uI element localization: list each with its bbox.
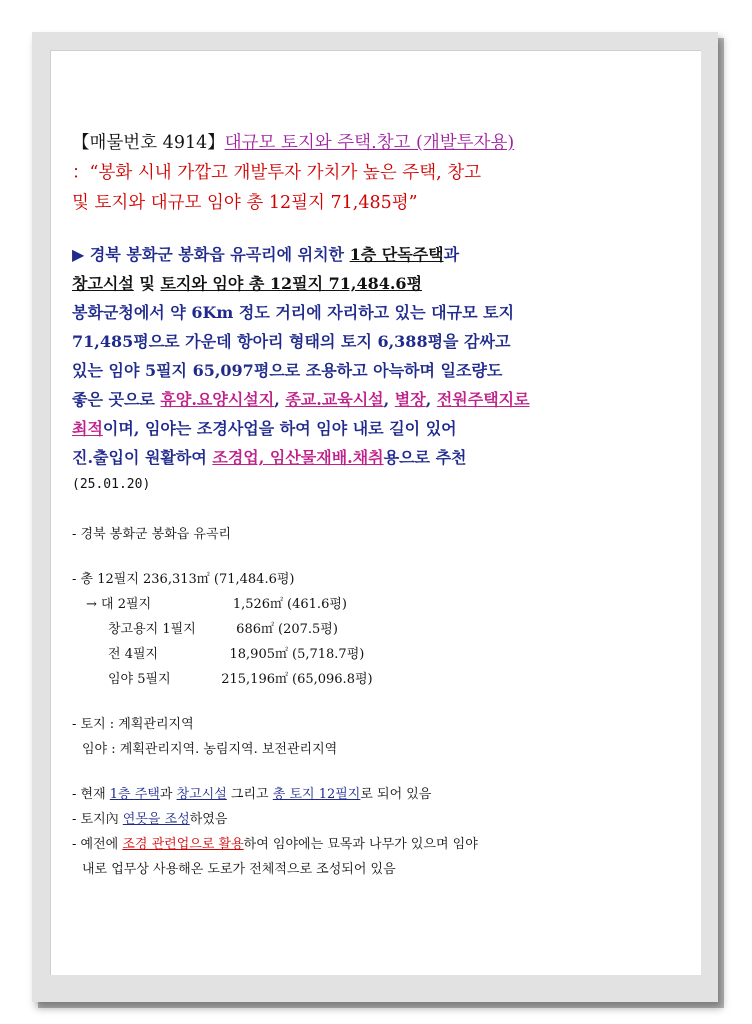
- parcel-name: 전 4필지: [108, 647, 159, 662]
- status-highlight: 연못을 조성: [122, 812, 190, 827]
- summary-highlight: 별장: [394, 390, 426, 409]
- summary-highlight: 창고시설: [72, 274, 134, 293]
- status-text: 하여 임야에는 묘목과 나무가 있으며 임야: [243, 837, 478, 852]
- parcel-pyeong: (461.6평): [287, 597, 347, 612]
- spacer: [72, 218, 662, 240]
- status-text: - 예전에: [72, 837, 123, 852]
- summary-line-6: [72, 385, 662, 414]
- spacer: [72, 547, 662, 567]
- listing-tagline-1: ：“봉화 시내 가깝고 개발투자 가치가 높은 주택, 창고: [72, 163, 482, 183]
- listing-tagline-2: 및 토지와 대규모 임야 총 12필지 71,485평”: [72, 193, 418, 213]
- spacer: [72, 762, 662, 782]
- summary-highlight: 종교.교육시설: [285, 390, 384, 409]
- status-highlight: 조경 관련업으로 활용: [122, 837, 244, 852]
- parcel-name: 창고용지 1필지: [108, 622, 196, 637]
- parcel-pyeong: (207.5평): [278, 622, 338, 637]
- summary-text: 및: [133, 274, 161, 293]
- parcel-name: 임야 5필지: [108, 672, 171, 687]
- zoning-forest: 임야 : 계획관리지역. 농림지역. 보전관리지역: [82, 742, 338, 757]
- status-highlight: 총 토지 12필지: [272, 787, 361, 802]
- summary-line-2: [72, 269, 662, 298]
- listing-header: [72, 128, 662, 158]
- summary-line-5: 있는 임야 5필지 65,097평으로 조용하고 아늑하며 일조량도: [72, 361, 503, 380]
- parcel-row: [72, 642, 662, 667]
- summary-line-7: [72, 414, 662, 443]
- summary-text: ,: [274, 390, 286, 409]
- summary-line-3: 봉화군청에서 약 6Km 정도 거리에 자리하고 있는 대규모 토지: [72, 303, 515, 322]
- location-line: - 경북 봉화군 봉화읍 유곡리: [72, 527, 232, 542]
- summary-line-4: 71,485평으로 가운데 항아리 형태의 토지 6,388평을 감싸고: [72, 332, 511, 351]
- status-text: - 현재: [72, 787, 110, 802]
- summary-highlight: 조경업, 임산물재배.채취: [212, 448, 384, 467]
- summary-highlight: 전원주택지로: [436, 390, 530, 409]
- summary-text: 이며, 임야는 조경사업을 하여 임야 내로 길이 있어: [102, 419, 457, 438]
- status-highlight: 창고시설: [176, 787, 227, 802]
- status-text: - 토지內: [72, 812, 123, 827]
- listing-headline: 대규모 토지와 주택.창고 (개발투자용): [224, 133, 515, 153]
- status-text: 과: [159, 787, 177, 802]
- parcel-pyeong: (65,096.8평): [292, 672, 373, 687]
- summary-text: ,: [383, 390, 395, 409]
- arrow-icon: →: [86, 597, 97, 612]
- parcel-area: 18,905㎡: [229, 647, 288, 662]
- summary-date: (25.01.20): [72, 477, 151, 492]
- spacer: [72, 498, 662, 522]
- parcel-area: 215,196㎡: [221, 672, 288, 687]
- status-line-1: [72, 782, 662, 807]
- status-text: 로 되어 있음: [360, 787, 432, 802]
- summary-text: 진.출입이 원활하여: [72, 448, 213, 467]
- zoning-land: - 토지 : 계획관리지역: [72, 717, 194, 732]
- status-line-3: [72, 832, 662, 857]
- status-text: 하였음: [189, 812, 228, 827]
- status-highlight: 1층 주택: [109, 787, 160, 802]
- summary-highlight: 토지와 임야 총 12필지 71,484.6평: [160, 274, 423, 293]
- listing-number: 【매물번호 4914】: [72, 133, 225, 153]
- summary-text: ▶ 경북 봉화군 봉화읍 유곡리에 위치한: [72, 245, 350, 264]
- status-text: 그리고: [226, 787, 273, 802]
- parcel-row: [72, 617, 662, 642]
- summary-text: 용으로 추천: [383, 448, 467, 467]
- summary-highlight: 1층 단독주택: [349, 245, 444, 264]
- parcel-row: [72, 667, 662, 692]
- summary-line-1: [72, 240, 662, 269]
- summary-text: ,: [425, 390, 437, 409]
- summary-text: 좋은 곳으로: [72, 390, 161, 409]
- parcel-pyeong: (5,718.7평): [292, 647, 365, 662]
- status-line-2: [72, 807, 662, 832]
- summary-text: 과: [443, 245, 460, 264]
- parcel-row: [72, 592, 662, 617]
- parcel-name: 대 2필지: [101, 597, 152, 612]
- parcel-area: 686㎡: [236, 622, 274, 637]
- document-content: [72, 128, 662, 882]
- summary-highlight: 휴양.요양시설지: [160, 390, 275, 409]
- parcels-total: - 총 12필지 236,313㎡ (71,484.6평): [72, 572, 295, 587]
- parcel-area: 1,526㎡: [232, 597, 284, 612]
- summary-line-8: [72, 443, 662, 472]
- spacer: [72, 692, 662, 712]
- summary-highlight: 최적: [72, 419, 103, 438]
- status-line-4: 내로 업무상 사용해온 도로가 전체적으로 조성되어 있음: [82, 862, 396, 877]
